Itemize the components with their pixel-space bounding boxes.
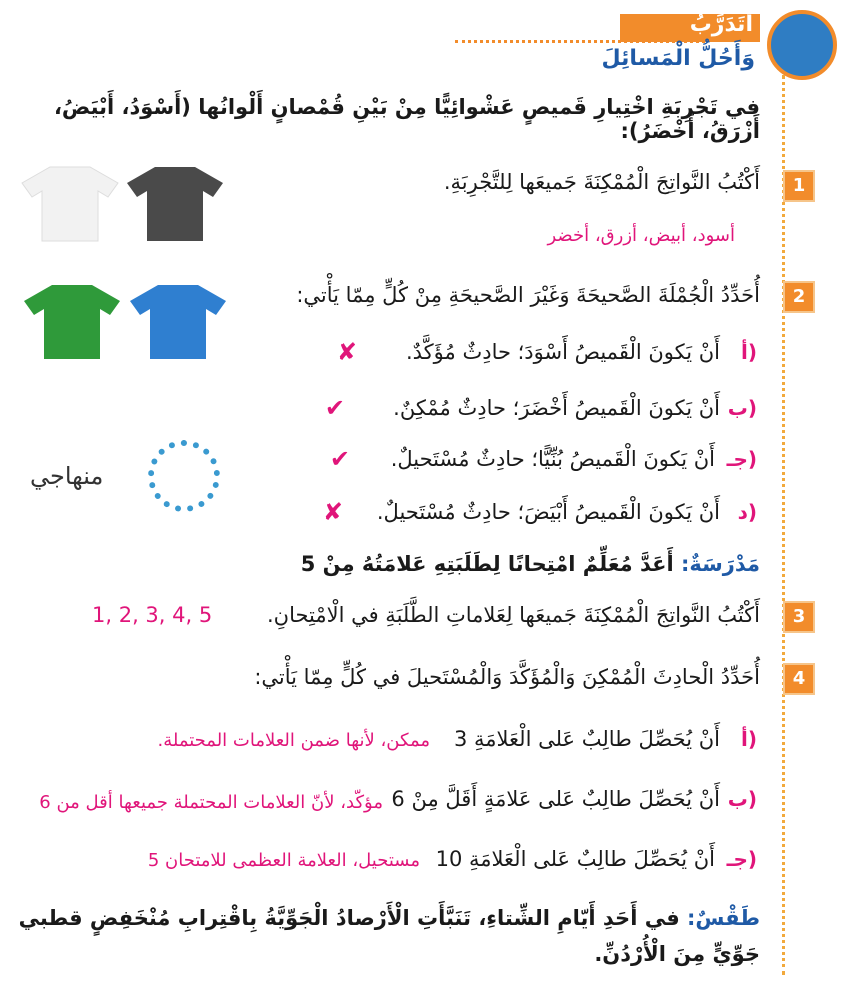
section-subtitle: وَأَحُلُّ الْمَسائِلَ (601, 46, 755, 71)
logo-text: منهاجي (30, 462, 104, 490)
logo-icon (148, 440, 220, 512)
item-text: أَنْ يُحَصِّلَ طالِبٌ عَلى الْعَلامَةِ 3 (453, 727, 720, 751)
item-text: أَنْ يَكونَ الْقَميصُ بُنِّيًّا؛ حادِثٌ مُسْتَحيلٌ. (390, 447, 715, 471)
question-number: 3 (783, 601, 815, 633)
item-label: أ) (741, 727, 757, 751)
school-text: أَعَدَّ مُعَلِّمٌ امْتِحانًا لِطَلَبَتِهِ عَلامَتُهُ مِنْ 5 (300, 552, 674, 576)
question-2-text: أُحَدِّدُ الْجُمْلَةَ الصَّحيحَةَ وَغَيْرَ الصَّحيحَةِ مِنْ كُلٍّ مِمّا يَأْتي: (296, 283, 760, 307)
green-shirt-image (22, 283, 122, 361)
item-label: د) (737, 500, 757, 524)
white-shirt-image (20, 165, 120, 243)
item-text: أَنْ يَكونَ الْقَميصُ أَخْضَرَ؛ حادِثٌ مُمْكِنٌ. (393, 396, 720, 420)
check-icon: ✔ (329, 445, 350, 473)
item-label: ب) (727, 787, 757, 811)
question-1-text: أَكْتُبُ النَّواتِجَ الْمُمْكِنَةَ جَميعَها لِلتَّجْرِبَةِ. (443, 170, 760, 194)
item-text: أَنْ يُحَصِّلَ طالِبٌ عَلى عَلامَةٍ أَقَلَّ مِنْ 6 (391, 787, 720, 811)
margin-dotted-line (782, 75, 785, 975)
question-1-answer: أسود، أبيض، أزرق، أخضر (547, 225, 735, 246)
item-label: أ) (741, 340, 757, 364)
item-label: جـ) (726, 447, 757, 471)
weather-problem (15, 900, 760, 972)
item-text: أَنْ يَكونَ الْقَميصُ أَبْيَضَ؛ حادِثٌ مُسْتَحيلٌ. (376, 500, 720, 524)
question-number: 1 (783, 170, 815, 202)
black-shirt-image (125, 165, 225, 243)
question-3-answer: 1, 2, 3, 4, 5 (92, 603, 213, 627)
item-answer: ممكن، لأنها ضمن العلامات المحتملة. (157, 730, 430, 751)
question-number: 4 (783, 663, 815, 695)
weather-text: في أَحَدِ أَيّامِ الشِّتاءِ، تَنَبَّأَتِ الْأَرْصادُ الْجَوِّيَّةُ بِاقْتِرابِ مُنْخَفِضٍ قطبي جَوِّيٍّ مِنَ الْأُرْدُنِّ. (18, 906, 760, 966)
blue-shirt-image (128, 283, 228, 361)
item-text: أَنْ يَكونَ الْقَميصُ أَسْوَدَ؛ حادِثٌ مُؤَكَّدٌ. (405, 340, 720, 364)
school-label: مَدْرَسَةٌ: (680, 552, 760, 576)
weather-label: طَقْسٌ: (687, 906, 760, 930)
question-4-text: أُحَدِّدُ الْحادِثَ الْمُمْكِنَ وَالْمُؤَكَّدَ وَالْمُسْتَحيلَ في كُلٍّ مِمّا يَأْتي: (254, 665, 760, 689)
gears-icon (767, 10, 837, 80)
question-3-text: أَكْتُبُ النَّواتِجَ الْمُمْكِنَةَ جَميعَها لِعَلاماتِ الطَّلَبَةِ في الْامْتِحانِ. (266, 603, 760, 627)
section-title: أَتَدَرَّبُ (689, 12, 753, 37)
item-answer: مؤكّد، لأنّ العلامات المحتملة جميعها أقل من 6 (39, 792, 383, 813)
cross-icon: ✘ (336, 338, 357, 366)
header-divider (455, 40, 705, 43)
school-problem (120, 552, 760, 576)
check-icon: ✔ (324, 394, 345, 422)
intro-text: في تَجْرِبَةِ اخْتِيارِ قَميصٍ عَشْوائِيًّا مِنْ بَيْنِ قُمْصانٍ أَلْوانُها (أَسْوَدُ، أَبْيَضُ، أَزْرَقُ، أَخْضَرُ): (53, 95, 760, 143)
cross-icon: ✘ (322, 498, 343, 526)
item-answer: مستحيل، العلامة العظمى للامتحان 5 (147, 850, 420, 871)
question-number: 2 (783, 281, 815, 313)
item-label: ب) (727, 396, 757, 420)
item-text: أَنْ يُحَصِّلَ طالِبٌ عَلى الْعَلامَةِ 10 (435, 847, 715, 871)
item-label: جـ) (726, 847, 757, 871)
